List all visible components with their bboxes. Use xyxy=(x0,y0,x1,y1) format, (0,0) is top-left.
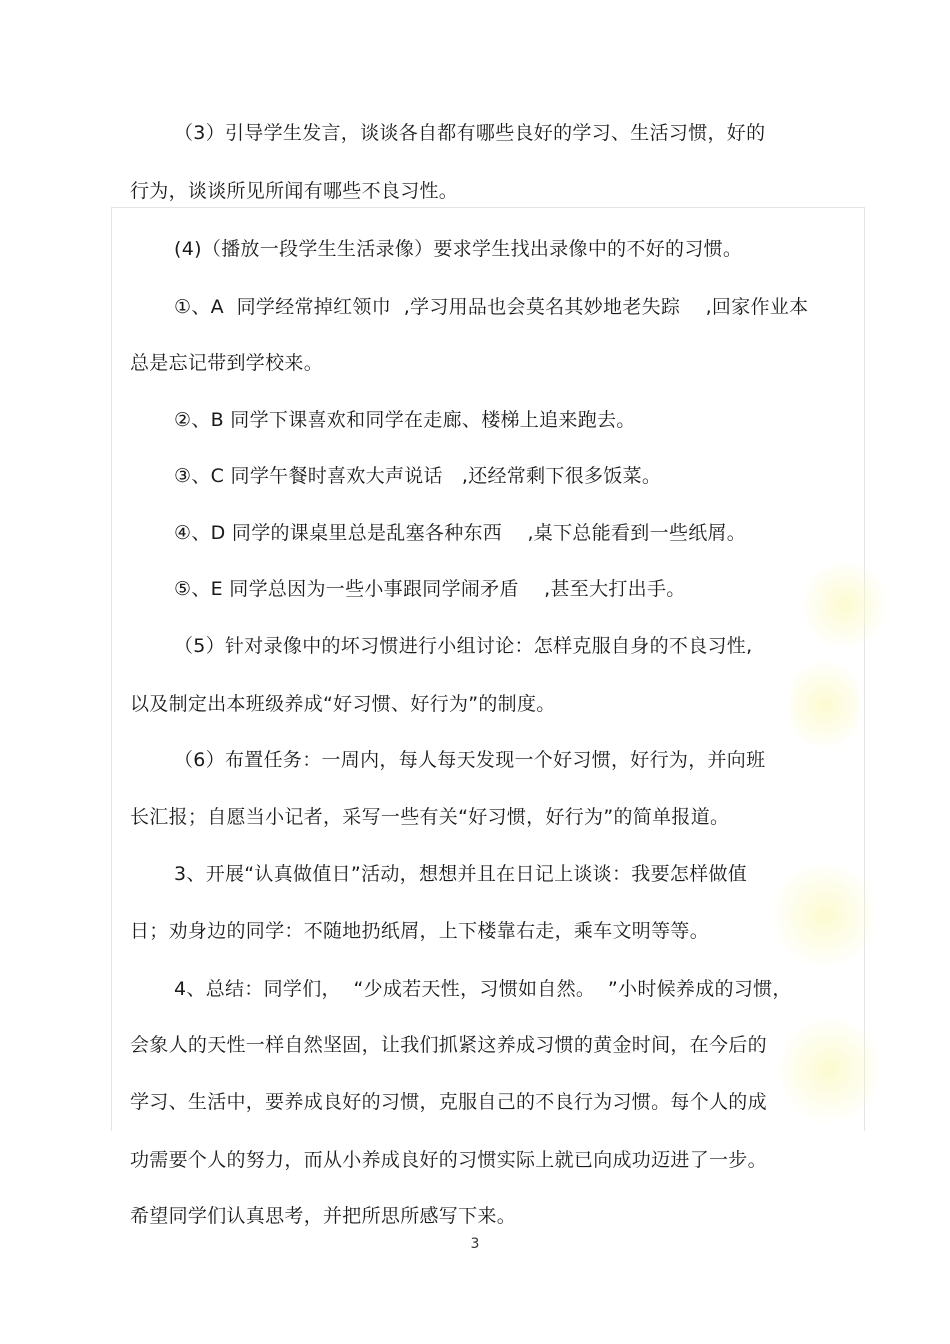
text-line: 以及制定出本班级养成“好习惯、好行为”的制度。 xyxy=(130,693,556,715)
text-line: （5）针对录像中的坏习惯进行小组讨论：怎样克服自身的不良习性, xyxy=(174,635,753,657)
text-line: ⑤、E 同学总因为一些小事跟同学闹矛盾 ,甚至大打出手。 xyxy=(174,578,686,600)
text-line: ④、D 同学的课桌里总是乱塞各种东西 ,桌下总能看到一些纸屑。 xyxy=(174,522,747,544)
text-line: （6）布置任务：一周内，每人每天发现一个好习惯，好行为，并向班 xyxy=(174,749,766,771)
text-line: 会象人的天性一样自然坚固，让我们抓紧这养成习惯的黄金时间，在今后的 xyxy=(130,1034,767,1056)
text-line: 学习、生活中，要养成良好的习惯，克服自己的不良行为习惯。每个人的成 xyxy=(130,1091,767,1113)
text-line: 日；劝身边的同学：不随地扔纸屑，上下楼靠右走，乘车文明等等。 xyxy=(130,920,710,942)
text-line: （3）引导学生发言，谈谈各自都有哪些良好的学习、生活习惯，好的 xyxy=(174,122,766,144)
text-line: ①、A 同学经常掉红领巾 ,学习用品也会莫名其妙地老失踪 ,回家作业本 xyxy=(174,296,809,318)
text-line: 总是忘记带到学校来。 xyxy=(130,352,324,374)
text-line: 功需要个人的努力，而从小养成良好的习惯实际上就已向成功迈进了一步。 xyxy=(130,1149,767,1171)
page-number: 3 xyxy=(470,1236,480,1252)
text-line: (4)（播放一段学生生活录像）要求学生找出录像中的不好的习惯。 xyxy=(174,238,743,260)
watermark-glow xyxy=(780,1010,880,1130)
text-line: ②、B 同学下课喜欢和同学在走廊、楼梯上追来跑去。 xyxy=(174,409,636,431)
watermark-glow xyxy=(800,560,890,650)
watermark-glow xyxy=(770,860,880,970)
watermark-glow xyxy=(790,650,860,760)
text-line: 长汇报；自愿当小记者，采写一些有关“好习惯，好行为”的简单报道。 xyxy=(130,806,730,828)
text-line: 3、开展“认真做值日”活动，想想并且在日记上谈谈：我要怎样做值 xyxy=(174,863,748,885)
text-line: 希望同学们认真思考，并把所思所感写下来。 xyxy=(130,1205,517,1227)
text-line: ③、C 同学午餐时喜欢大声说话 ,还经常剩下很多饭菜。 xyxy=(174,465,662,487)
text-line: 行为，谈谈所见所闻有哪些不良习性。 xyxy=(130,180,459,202)
text-line: 4、总结：同学们， “少成若天性，习惯如自然。 ”小时候养成的习惯， xyxy=(174,978,792,1000)
